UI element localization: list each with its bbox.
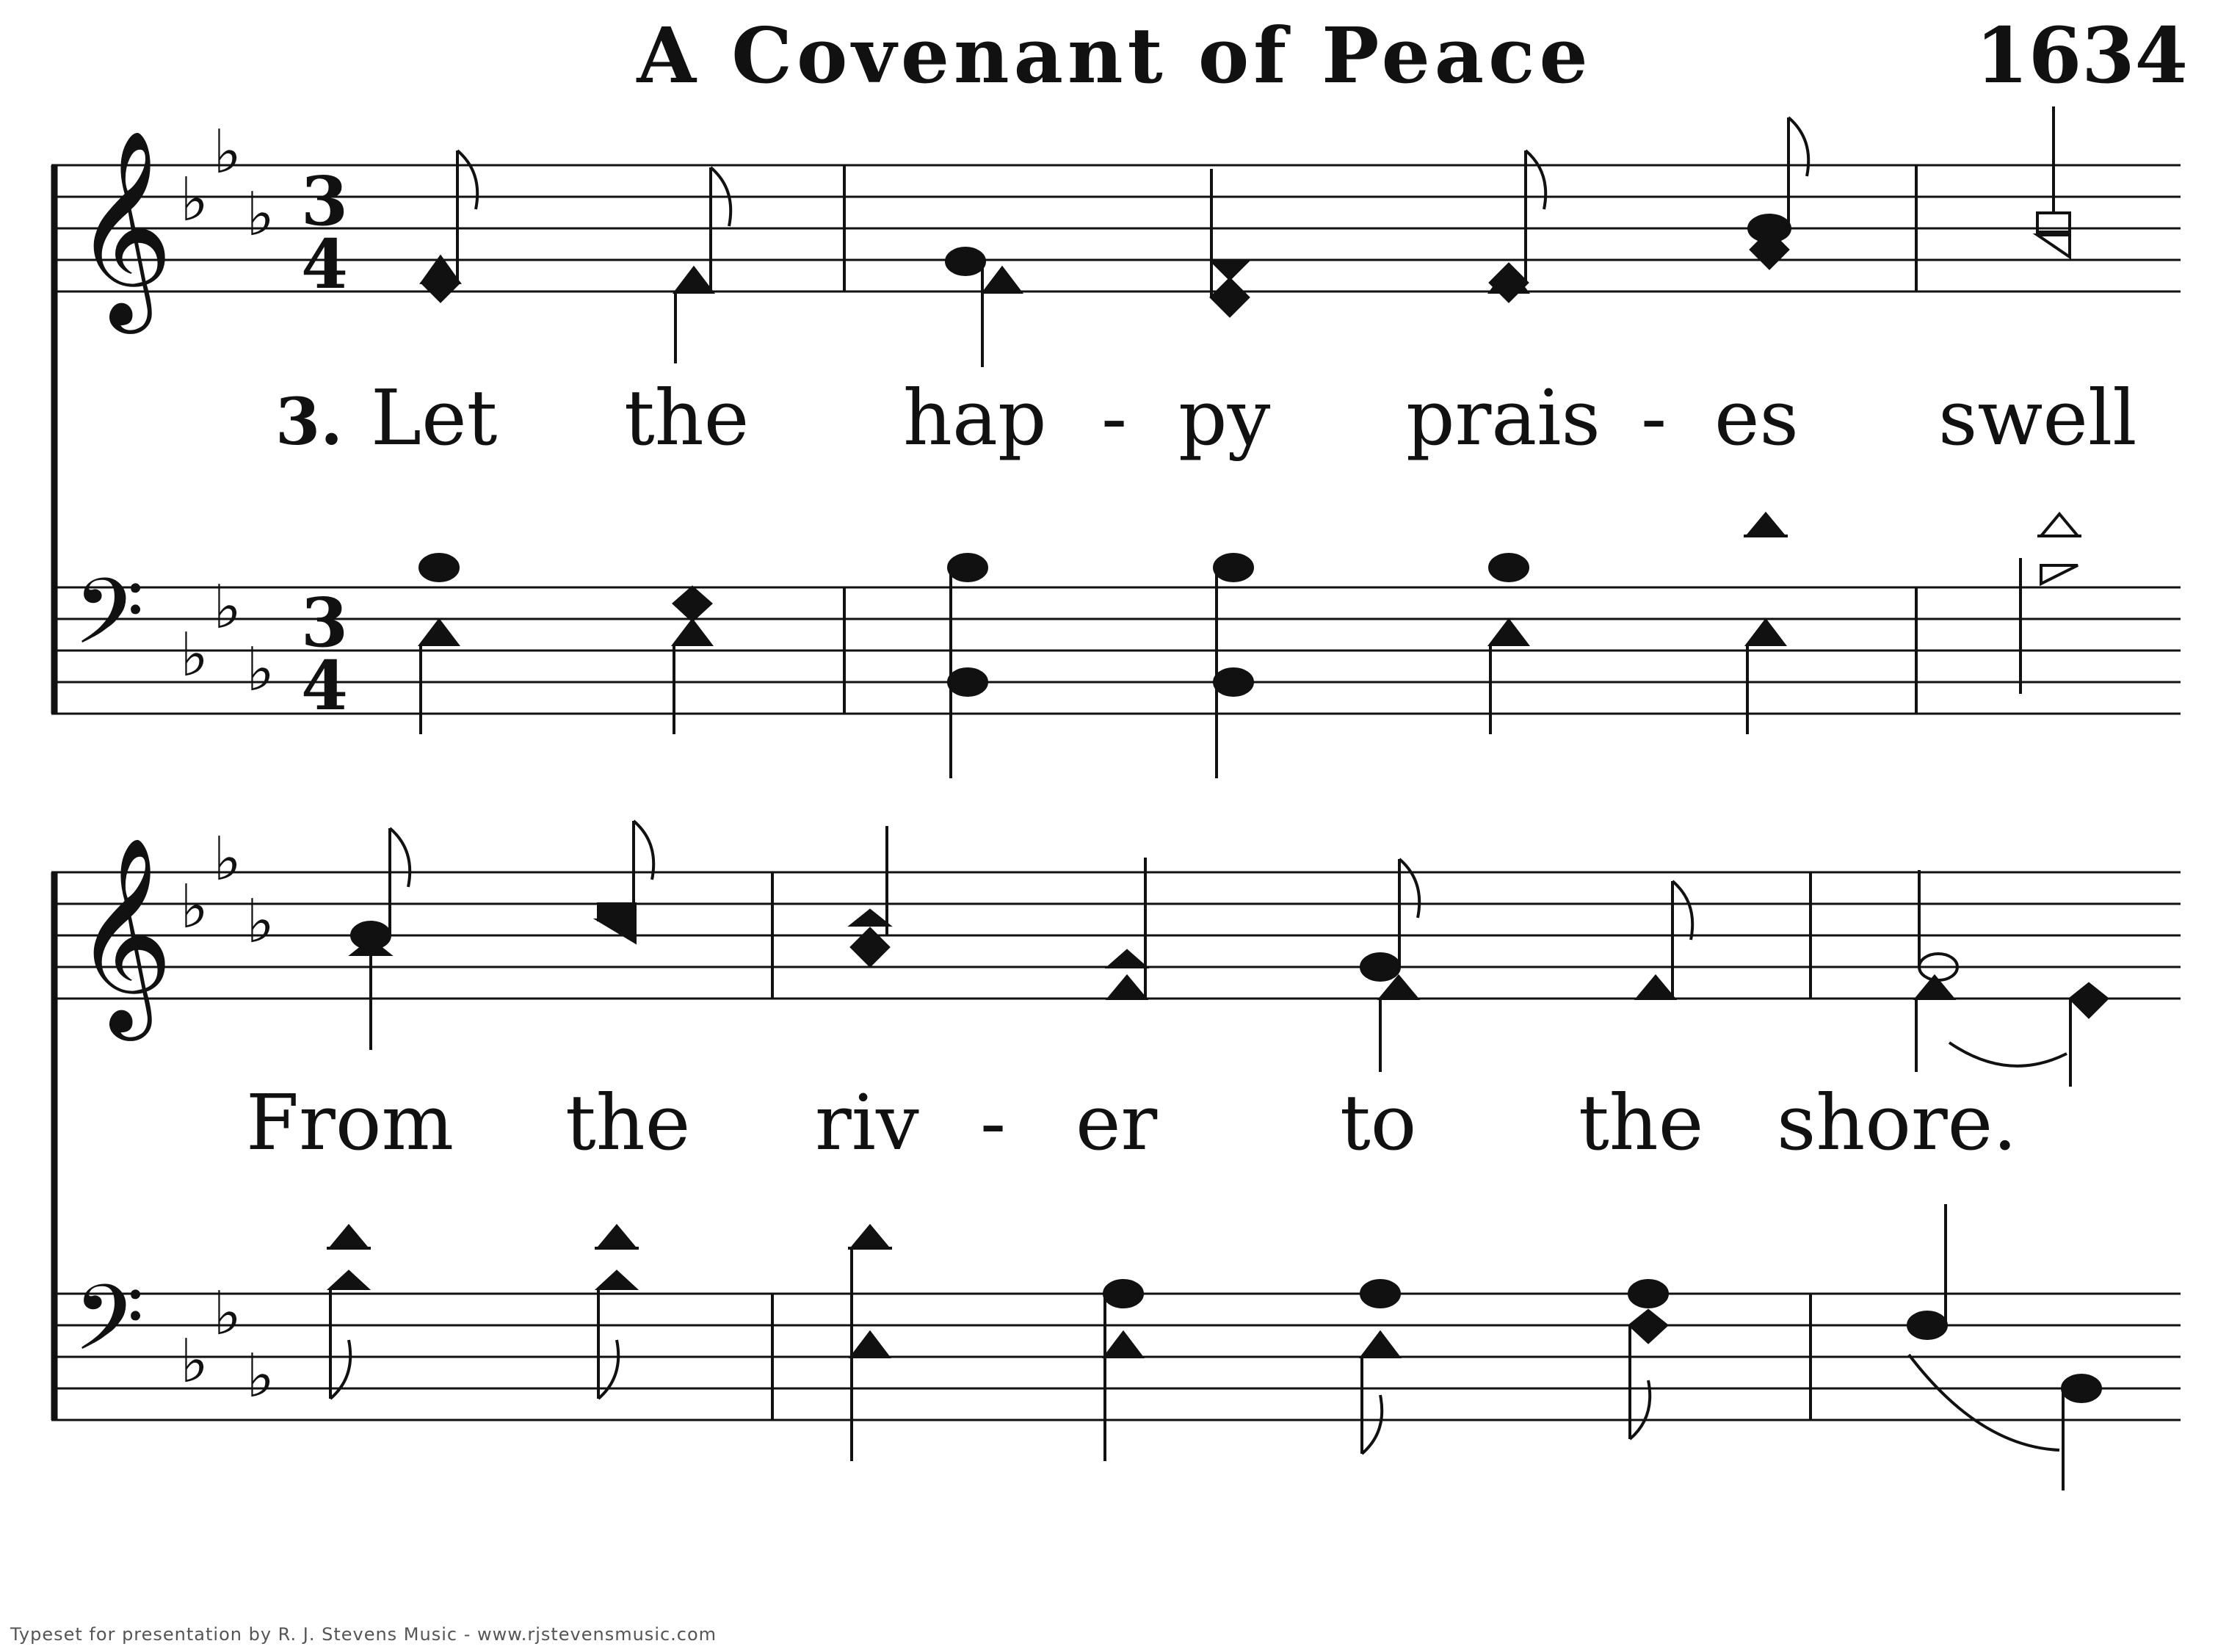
note-head bbox=[1747, 514, 1784, 536]
note-head bbox=[1211, 279, 1248, 316]
flat-icon: ♭ bbox=[180, 872, 209, 942]
treble-clef-icon: 𝄞 bbox=[73, 836, 173, 1032]
note-head bbox=[1214, 554, 1253, 581]
lyric-syllable: prais bbox=[1406, 373, 1601, 463]
lyric-hyphen: - bbox=[1641, 373, 1667, 463]
note-head bbox=[598, 1226, 635, 1248]
lyric-hyphen: - bbox=[980, 1078, 1007, 1167]
note-head bbox=[1109, 951, 1145, 967]
note-head bbox=[1105, 1333, 1142, 1357]
lyric-syllable: the bbox=[1579, 1078, 1704, 1167]
lyric-syllable: riv bbox=[815, 1078, 919, 1167]
system1-bass-staff bbox=[51, 587, 2181, 714]
time-signature-top: 3 bbox=[301, 162, 349, 241]
flat-icon: ♭ bbox=[180, 620, 209, 690]
system1-treble-notes bbox=[422, 106, 2070, 367]
note-head bbox=[1629, 1280, 1667, 1307]
bass-clef-icon: 𝄢 bbox=[73, 559, 145, 687]
lyric-syllable: shore. bbox=[1777, 1078, 2018, 1167]
note-head bbox=[949, 669, 987, 695]
treble-clef-icon: 𝄞 bbox=[73, 129, 173, 325]
note-head bbox=[674, 587, 711, 620]
note-head bbox=[852, 1333, 888, 1357]
note-head bbox=[1362, 1333, 1399, 1357]
note-head bbox=[1908, 1312, 1946, 1338]
note-head bbox=[330, 1226, 367, 1248]
note-head bbox=[598, 904, 635, 920]
lyric-syllable: py bbox=[1178, 373, 1271, 463]
note-head bbox=[946, 248, 985, 275]
note-head bbox=[674, 620, 711, 645]
lyric-hyphen: - bbox=[1101, 373, 1128, 463]
lyric-syllable: Let bbox=[371, 373, 498, 463]
lyric-syllable: es bbox=[1714, 373, 1799, 463]
flat-icon: ♭ bbox=[213, 117, 242, 187]
time-signature-bottom: 4 bbox=[301, 225, 349, 304]
note-head bbox=[598, 920, 635, 942]
note-head bbox=[420, 554, 458, 581]
footer-credit: Typeset for presentation by R. J. Stevens Music - www.rjstevensmusic.com bbox=[10, 1624, 717, 1645]
note-head bbox=[1109, 977, 1145, 999]
lyric-syllable: hap bbox=[903, 373, 1047, 463]
lyric-syllable: the bbox=[565, 1078, 691, 1167]
lyric-syllable: swell bbox=[1938, 373, 2137, 463]
note-head bbox=[421, 620, 457, 645]
note-head bbox=[1361, 1280, 1399, 1307]
flat-icon: ♭ bbox=[213, 1279, 242, 1349]
time-signature-top: 3 bbox=[301, 583, 349, 662]
note-head bbox=[2070, 984, 2107, 1017]
note-head bbox=[1490, 620, 1527, 645]
note-head bbox=[852, 1226, 888, 1248]
hymn-number: 1634 bbox=[1975, 10, 2188, 101]
note-head bbox=[1104, 1280, 1142, 1307]
note-head bbox=[1214, 669, 1253, 695]
verse-number: 3. bbox=[275, 383, 343, 460]
note-head bbox=[1637, 977, 1674, 999]
note-head bbox=[984, 268, 1021, 292]
system1-bass-notes bbox=[420, 514, 2081, 778]
lyric-syllable: the bbox=[624, 373, 750, 463]
system1-treble-staff bbox=[51, 165, 2181, 291]
flat-icon: ♭ bbox=[180, 165, 209, 235]
flat-icon: ♭ bbox=[180, 1327, 209, 1396]
flat-icon: ♭ bbox=[246, 180, 275, 250]
note-head bbox=[1747, 620, 1784, 645]
flat-icon: ♭ bbox=[246, 1341, 275, 1411]
note-head bbox=[852, 910, 888, 925]
flat-icon: ♭ bbox=[213, 573, 242, 642]
note-head bbox=[1630, 1311, 1667, 1342]
hymn-title: A Covenant of Peace bbox=[637, 10, 1592, 101]
flat-icon: ♭ bbox=[213, 825, 242, 894]
flat-icon: ♭ bbox=[246, 635, 275, 705]
lyric-syllable: From bbox=[246, 1078, 454, 1167]
lyric-syllable: to bbox=[1340, 1078, 1417, 1167]
note-head bbox=[330, 1272, 367, 1289]
lyric-syllable: er bbox=[1076, 1078, 1158, 1167]
system2-treble-notes bbox=[352, 821, 2107, 1087]
note-head bbox=[675, 268, 712, 292]
note-head bbox=[2062, 1375, 2101, 1402]
note-head bbox=[598, 1272, 635, 1289]
flat-icon: ♭ bbox=[246, 887, 275, 957]
note-head bbox=[1211, 261, 1248, 279]
note-head bbox=[949, 554, 987, 581]
bass-clef-icon: 𝄢 bbox=[73, 1266, 145, 1394]
time-signature-bottom: 4 bbox=[301, 646, 349, 725]
system2-bass-notes bbox=[327, 1204, 2101, 1490]
note-head bbox=[1490, 554, 1528, 581]
note-head bbox=[1361, 954, 1399, 980]
